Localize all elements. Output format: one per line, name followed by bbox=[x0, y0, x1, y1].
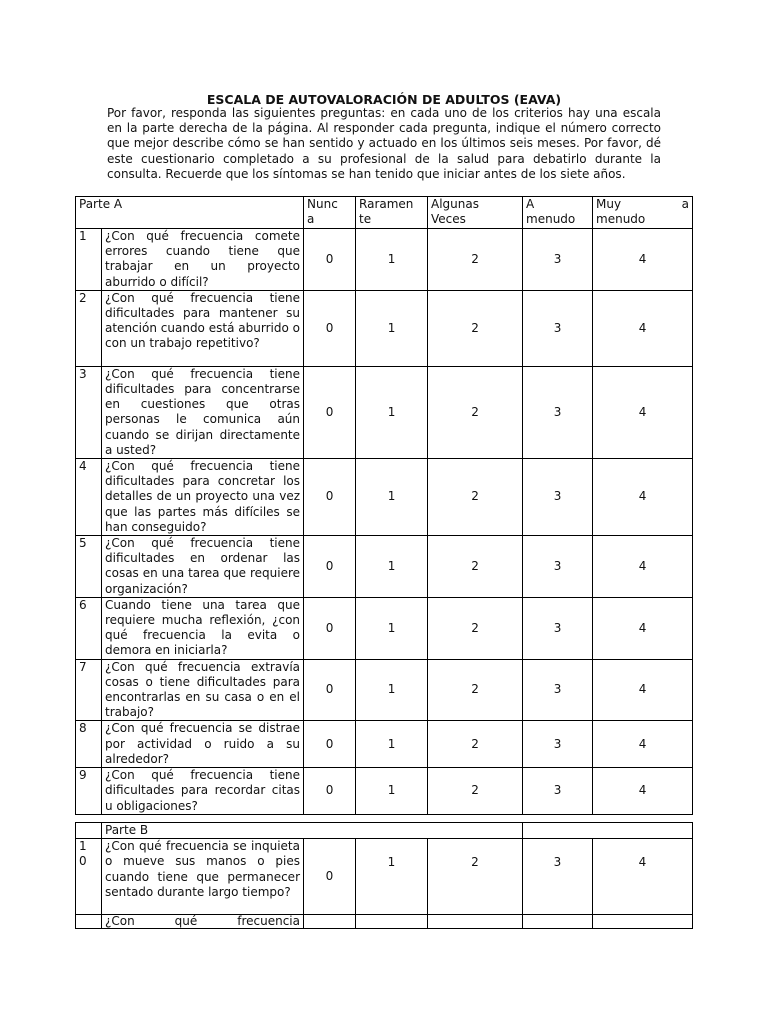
table-row bbox=[76, 839, 693, 915]
part-b-header-blank bbox=[523, 823, 693, 839]
question-number: 6 bbox=[76, 597, 102, 659]
answer-option-1[interactable]: 1 bbox=[356, 229, 428, 291]
table-row bbox=[76, 659, 693, 721]
question-text: ¿Con qué frecuencia tiene dificultades para concentrarse en cuestiones que otras personas le comunica aún cuando se dirijan directamente a usted? bbox=[102, 366, 304, 458]
answer-option-1[interactable]: 1 bbox=[356, 597, 428, 659]
answer-option-3[interactable] bbox=[523, 915, 593, 929]
answer-option-3[interactable]: 3 bbox=[523, 290, 593, 366]
header-muy-a-menudo: Muy a menudo bbox=[593, 197, 693, 229]
answer-option-1[interactable]: 1 bbox=[356, 721, 428, 768]
document-title: ESCALA DE AUTOVALORACIÓN DE ADULTOS (EAVA) bbox=[206, 92, 562, 107]
answer-option-0[interactable]: 0 bbox=[304, 659, 356, 721]
part-a-table bbox=[75, 196, 693, 815]
answer-option-3[interactable]: 3 bbox=[523, 839, 593, 915]
answer-option-1[interactable]: 1 bbox=[356, 839, 428, 915]
answer-option-3[interactable]: 3 bbox=[523, 659, 593, 721]
table-row bbox=[76, 366, 693, 458]
answer-option-3[interactable]: 3 bbox=[523, 366, 593, 458]
answer-option-2[interactable]: 2 bbox=[428, 459, 523, 536]
question-number: 9 bbox=[76, 768, 102, 815]
question-number: 3 bbox=[76, 366, 102, 458]
answer-option-1[interactable] bbox=[356, 915, 428, 929]
question-text: ¿Con qué frecuencia tiene dificultades para recordar citas u obligaciones? bbox=[102, 768, 304, 815]
answer-option-4[interactable]: 4 bbox=[593, 459, 693, 536]
answer-option-4[interactable]: 4 bbox=[593, 290, 693, 366]
answer-option-4[interactable]: 4 bbox=[593, 597, 693, 659]
answer-option-3[interactable]: 3 bbox=[523, 229, 593, 291]
question-text: ¿Con qué frecuencia tiene dificultades para concretar los detalles de un proyecto una vez que las partes más difíciles se han conseguido? bbox=[102, 459, 304, 536]
header-raramente: Raramen te bbox=[356, 197, 428, 229]
answer-option-1[interactable]: 1 bbox=[356, 536, 428, 598]
question-number: 4 bbox=[76, 459, 102, 536]
table-row bbox=[76, 229, 693, 291]
answer-option-4[interactable]: 4 bbox=[593, 721, 693, 768]
question-text: ¿Con qué frecuencia se inquieta o mueve sus manos o pies cuando tiene que permanecer sentado durante largo tiempo? bbox=[102, 839, 304, 915]
answer-option-0[interactable]: 0 bbox=[304, 290, 356, 366]
answer-option-4[interactable]: 4 bbox=[593, 839, 693, 915]
table-row bbox=[76, 768, 693, 815]
answer-option-3[interactable]: 3 bbox=[523, 459, 593, 536]
table-row bbox=[76, 536, 693, 598]
table-row bbox=[76, 915, 693, 929]
answer-option-3[interactable]: 3 bbox=[523, 721, 593, 768]
part-a-header-row bbox=[76, 197, 693, 229]
answer-option-4[interactable] bbox=[593, 915, 693, 929]
answer-option-4[interactable]: 4 bbox=[593, 659, 693, 721]
answer-option-0[interactable]: 0 bbox=[304, 839, 356, 915]
answer-option-1[interactable]: 1 bbox=[356, 290, 428, 366]
answer-option-1[interactable]: 1 bbox=[356, 459, 428, 536]
answer-option-2[interactable]: 2 bbox=[428, 839, 523, 915]
answer-option-2[interactable] bbox=[428, 915, 523, 929]
answer-option-2[interactable]: 2 bbox=[428, 290, 523, 366]
question-text: ¿Con qué frecuencia tiene dificultades en ordenar las cosas en una tarea que requiere organización? bbox=[102, 536, 304, 598]
table-row bbox=[76, 290, 693, 366]
question-text: ¿Con qué frecuencia bbox=[102, 915, 304, 929]
part-b-header-row bbox=[76, 823, 693, 839]
question-text: ¿Con qué frecuencia tiene dificultades para mantener su atención cuando está aburrido o con un trabajo repetitivo? bbox=[102, 290, 304, 366]
question-text: Cuando tiene una tarea que requiere mucha reflexión, ¿con qué frecuencia la evita o demora en iniciarla? bbox=[102, 597, 304, 659]
question-text: ¿Con qué frecuencia comete errores cuando tiene que trabajar en un proyecto aburrido o difícil? bbox=[102, 229, 304, 291]
answer-option-0[interactable]: 0 bbox=[304, 229, 356, 291]
answer-option-0[interactable]: 0 bbox=[304, 768, 356, 815]
question-number: 7 bbox=[76, 659, 102, 721]
part-b-table bbox=[75, 822, 693, 929]
question-number bbox=[76, 915, 102, 929]
table-row bbox=[76, 597, 693, 659]
question-text: ¿Con qué frecuencia extravía cosas o tiene dificultades para encontrarlas en su casa o en el trabajo? bbox=[102, 659, 304, 721]
answer-option-2[interactable]: 2 bbox=[428, 768, 523, 815]
table-row bbox=[76, 459, 693, 536]
answer-option-3[interactable]: 3 bbox=[523, 597, 593, 659]
part-a-label: Parte A bbox=[76, 197, 304, 229]
question-number: 5 bbox=[76, 536, 102, 598]
answer-option-1[interactable]: 1 bbox=[356, 768, 428, 815]
answer-option-4[interactable]: 4 bbox=[593, 366, 693, 458]
answer-option-1[interactable]: 1 bbox=[356, 366, 428, 458]
part-b-label: Parte B bbox=[102, 823, 523, 839]
question-number: 1 0 bbox=[76, 839, 102, 915]
question-text: ¿Con qué frecuencia se distrae por actividad o ruido a su alrededor? bbox=[102, 721, 304, 768]
answer-option-0[interactable]: 0 bbox=[304, 597, 356, 659]
part-b-num-header bbox=[76, 823, 102, 839]
answer-option-0[interactable]: 0 bbox=[304, 459, 356, 536]
header-algunas-veces: Algunas Veces bbox=[428, 197, 523, 229]
answer-option-3[interactable]: 3 bbox=[523, 536, 593, 598]
instructions-paragraph: Por favor, responda las siguientes preguntas: en cada uno de los criterios hay una escala en la parte derecha de la página. Al responder cada pregunta, indique el número correcto que mejor describe cómo se han sentido y actuado en los últimos seis meses. Por favor, dé este cuestionario completado a su profesional de la salud para debatirlo durante la consulta. Recuerde que los síntomas se han tenido que iniciar antes de los siete años. bbox=[107, 106, 661, 181]
question-number: 1 bbox=[76, 229, 102, 291]
answer-option-4[interactable]: 4 bbox=[593, 536, 693, 598]
answer-option-0[interactable] bbox=[304, 915, 356, 929]
header-a-menudo: A menudo bbox=[523, 197, 593, 229]
answer-option-3[interactable]: 3 bbox=[523, 768, 593, 815]
answer-option-2[interactable]: 2 bbox=[428, 659, 523, 721]
question-number: 2 bbox=[76, 290, 102, 366]
answer-option-0[interactable]: 0 bbox=[304, 721, 356, 768]
answer-option-2[interactable]: 2 bbox=[428, 366, 523, 458]
answer-option-2[interactable]: 2 bbox=[428, 536, 523, 598]
answer-option-2[interactable]: 2 bbox=[428, 229, 523, 291]
header-nunca: Nunc a bbox=[304, 197, 356, 229]
question-number: 8 bbox=[76, 721, 102, 768]
answer-option-4[interactable]: 4 bbox=[593, 229, 693, 291]
answer-option-4[interactable]: 4 bbox=[593, 768, 693, 815]
table-row bbox=[76, 721, 693, 768]
answer-option-0[interactable]: 0 bbox=[304, 536, 356, 598]
answer-option-2[interactable]: 2 bbox=[428, 597, 523, 659]
answer-option-0[interactable]: 0 bbox=[304, 366, 356, 458]
answer-option-2[interactable]: 2 bbox=[428, 721, 523, 768]
answer-option-1[interactable]: 1 bbox=[356, 659, 428, 721]
